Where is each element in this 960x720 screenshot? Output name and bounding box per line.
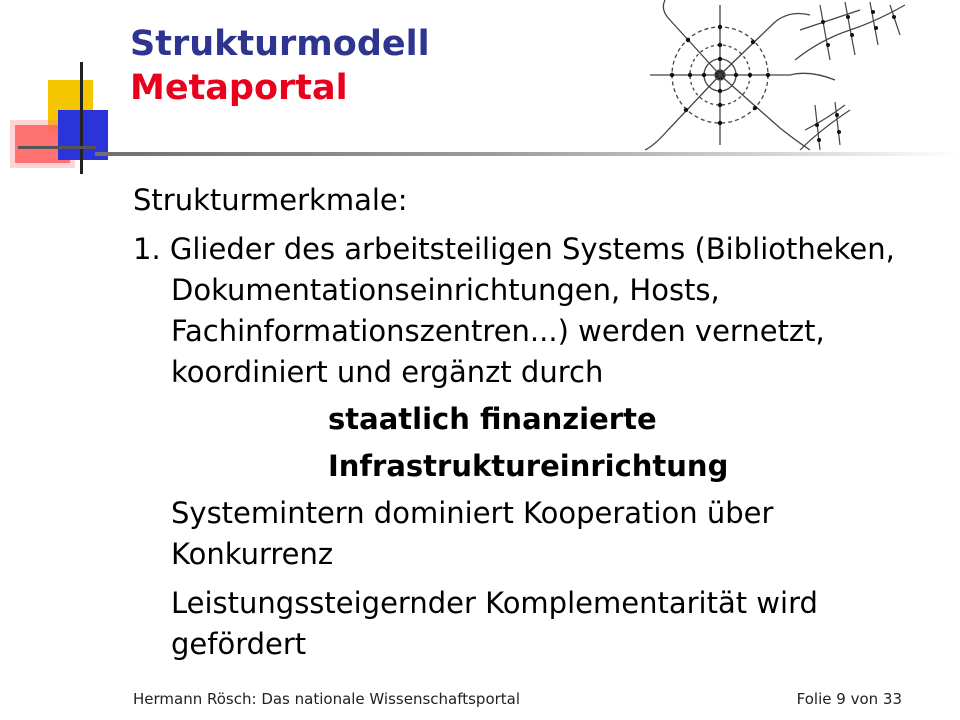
footer-author: Hermann Rösch: Das nationale Wissenschaftsportal — [133, 690, 521, 708]
emphasis-line-1: staatlich finanzierte — [328, 402, 657, 436]
title-line-2: Metaportal — [130, 68, 348, 108]
point-cooperation: Systemintern dominiert Kooperation über Konkurrenz — [171, 496, 774, 571]
slide-title — [130, 22, 430, 110]
content-heading: Strukturmerkmale: — [133, 183, 408, 217]
spider-web-network-icon-2 — [790, 0, 910, 70]
emphasis-line-2: Infrastruktureinrichtung — [328, 449, 729, 483]
footer-slide-number: Folie 9 von 33 — [796, 690, 902, 708]
list-item-1: 1. Glieder des arbeitsteiligen Systems (Bibliotheken, Dokumentationseinrichtungen, Hosts, Fachinformationszentren...) werden vernetzt, koordiniert und ergänzt durch — [133, 232, 895, 389]
point-complementarity: Leistungssteigernder Komplementarität wird gefördert — [171, 586, 818, 661]
slide-content — [133, 180, 933, 673]
spider-web-network-icon-3 — [795, 100, 855, 155]
title-line-1: Strukturmodell — [130, 24, 430, 64]
